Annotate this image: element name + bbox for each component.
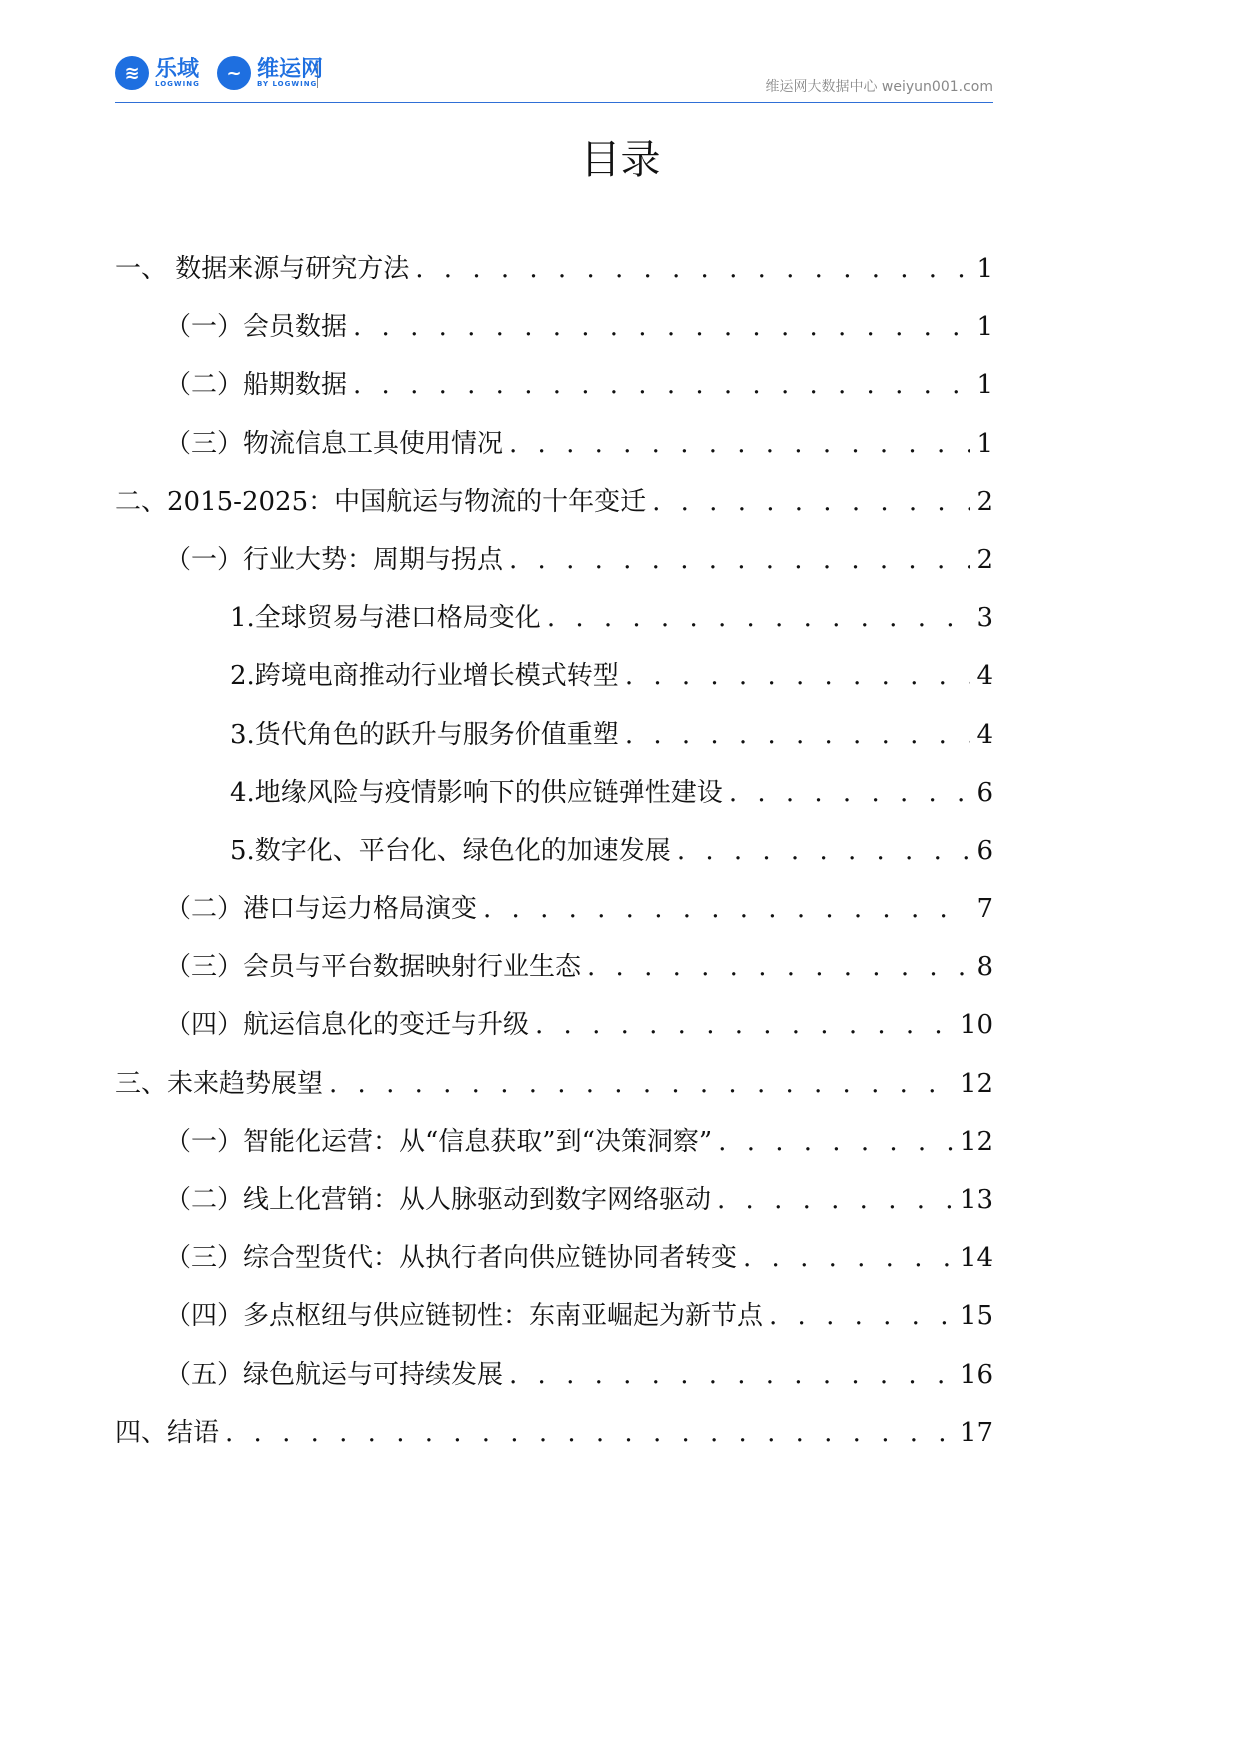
toc-entry-label: 一、 数据来源与研究方法 (115, 254, 410, 284)
dot-leader (225, 1418, 954, 1448)
toc-page-number: 10 (959, 1010, 993, 1041)
toc-entry-label: （三）物流信息工具使用情况 (165, 428, 504, 459)
dot-leader (729, 778, 971, 808)
toc-page-number: 1 (976, 428, 993, 459)
toc-entry-label: （二）船期数据 (165, 370, 348, 401)
dot-leader (353, 370, 970, 400)
hand-wave-icon: ≋ (115, 56, 149, 90)
toc-entry[interactable] (115, 1295, 993, 1353)
toc-entry[interactable] (115, 364, 993, 422)
header-site-text: 维运网大数据中心 weiyun001.com (765, 79, 993, 95)
dot-leader (717, 1185, 954, 1215)
toc-entry-label: （四）多点枢纽与供应链韧性：东南亚崛起为新节点 (165, 1301, 764, 1332)
toc-page-number: 4 (976, 661, 993, 692)
toc-entry[interactable] (115, 772, 993, 830)
toc-entry-label: 5.数字化、平台化、绿色化的加速发展 (230, 835, 671, 866)
toc-entry[interactable] (115, 1004, 993, 1062)
toc-page-number: 17 (959, 1417, 993, 1448)
dot-leader (415, 254, 970, 284)
page-header (115, 56, 993, 103)
logo-subtext: BY LOGWING (257, 79, 318, 88)
toc-entry-label: （一）智能化运营：从“信息获取”到“决策洞察” (165, 1126, 713, 1157)
toc-page-number: 1 (976, 370, 993, 401)
toc-entry-label: 1.全球贸易与港口格局变化 (230, 603, 541, 634)
dot-leader (483, 894, 970, 924)
dot-leader (329, 1069, 954, 1099)
table-of-contents (115, 248, 993, 1470)
toc-page-number: 4 (976, 719, 993, 750)
toc-entry-label: （一）行业大势：周期与拐点 (165, 544, 504, 575)
toc-entry-label: 2.跨境电商推动行业增长模式转型 (230, 661, 619, 692)
toc-entry[interactable] (115, 1412, 993, 1470)
toc-entry[interactable] (115, 1354, 993, 1412)
toc-entry[interactable] (115, 655, 993, 713)
toc-entry[interactable] (115, 714, 993, 772)
toc-entry-label: （三）综合型货代：从执行者向供应链协同者转变 (165, 1243, 738, 1274)
toc-entry[interactable] (115, 946, 993, 1004)
toc-entry-label: （一）会员数据 (165, 312, 348, 343)
page-title: 目录 (580, 137, 661, 183)
toc-entry-label: 二、2015-2025：中国航运与物流的十年变迁 (115, 486, 647, 517)
toc-entry[interactable] (115, 830, 993, 888)
toc-entry-label: （二）线上化营销：从人脉驱动到数字网络驱动 (165, 1185, 712, 1215)
toc-entry[interactable] (115, 306, 993, 364)
dot-leader (625, 661, 971, 691)
dot-leader (769, 1301, 954, 1331)
toc-entry[interactable] (115, 481, 993, 539)
toc-page-number: 8 (976, 952, 993, 983)
logo-text: 乐域 (155, 56, 200, 82)
dot-leader (677, 836, 971, 866)
toc-page-number: 12 (959, 1126, 993, 1157)
dot-leader (625, 720, 971, 750)
toc-entry[interactable] (115, 248, 993, 306)
wave-bird-icon: ~ (217, 56, 251, 90)
toc-entry[interactable] (115, 423, 993, 481)
toc-entry[interactable] (115, 539, 993, 597)
toc-entry-label: （四）航运信息化的变迁与升级 (165, 1010, 530, 1041)
dot-leader (652, 487, 970, 517)
toc-entry[interactable] (115, 1237, 993, 1295)
toc-entry-label: 三、未来趋势展望 (115, 1068, 324, 1099)
dot-leader (509, 429, 970, 459)
toc-page-number: 6 (976, 835, 993, 866)
toc-page-number: 6 (976, 777, 993, 808)
toc-page-number: 13 (959, 1185, 993, 1215)
toc-page-number: 3 (976, 603, 993, 634)
toc-entry-label: 4.地缘风险与疫情影响下的供应链弹性建设 (230, 777, 723, 808)
dot-leader (743, 1243, 954, 1273)
toc-entry-label: （五）绿色航运与可持续发展 (165, 1359, 504, 1390)
toc-page-number: 14 (959, 1243, 993, 1274)
weiyun-logo (217, 56, 323, 90)
toc-page-number: 2 (976, 486, 993, 517)
dot-leader (509, 545, 970, 575)
logwing-logo (115, 56, 200, 90)
toc-entry-label: （二）港口与运力格局演变 (165, 894, 478, 925)
toc-page-number: 12 (959, 1068, 993, 1099)
toc-entry[interactable] (115, 597, 993, 655)
toc-page-number: 1 (976, 254, 993, 284)
toc-page-number: 1 (976, 312, 993, 343)
dot-leader (587, 952, 970, 982)
dot-leader (547, 603, 971, 633)
toc-entry[interactable] (115, 888, 993, 946)
toc-entry-label: 3.货代角色的跃升与服务价值重塑 (230, 719, 619, 750)
logo-text: 维运网 (257, 56, 324, 82)
dot-leader (535, 1010, 954, 1040)
dot-leader (718, 1127, 954, 1157)
toc-entry-label: 四、结语 (115, 1417, 220, 1448)
dot-leader (353, 312, 970, 342)
toc-entry-label: （三）会员与平台数据映射行业生态 (165, 952, 582, 983)
toc-page-number: 7 (976, 894, 993, 925)
toc-page-number: 16 (959, 1359, 993, 1390)
toc-entry[interactable] (115, 1121, 993, 1179)
logo-subtext: LOGWING (155, 79, 200, 88)
toc-entry[interactable] (115, 1063, 993, 1121)
dot-leader (509, 1360, 954, 1390)
toc-entry[interactable] (115, 1179, 993, 1237)
toc-page-number: 2 (976, 544, 993, 575)
toc-page-number: 15 (959, 1301, 993, 1332)
